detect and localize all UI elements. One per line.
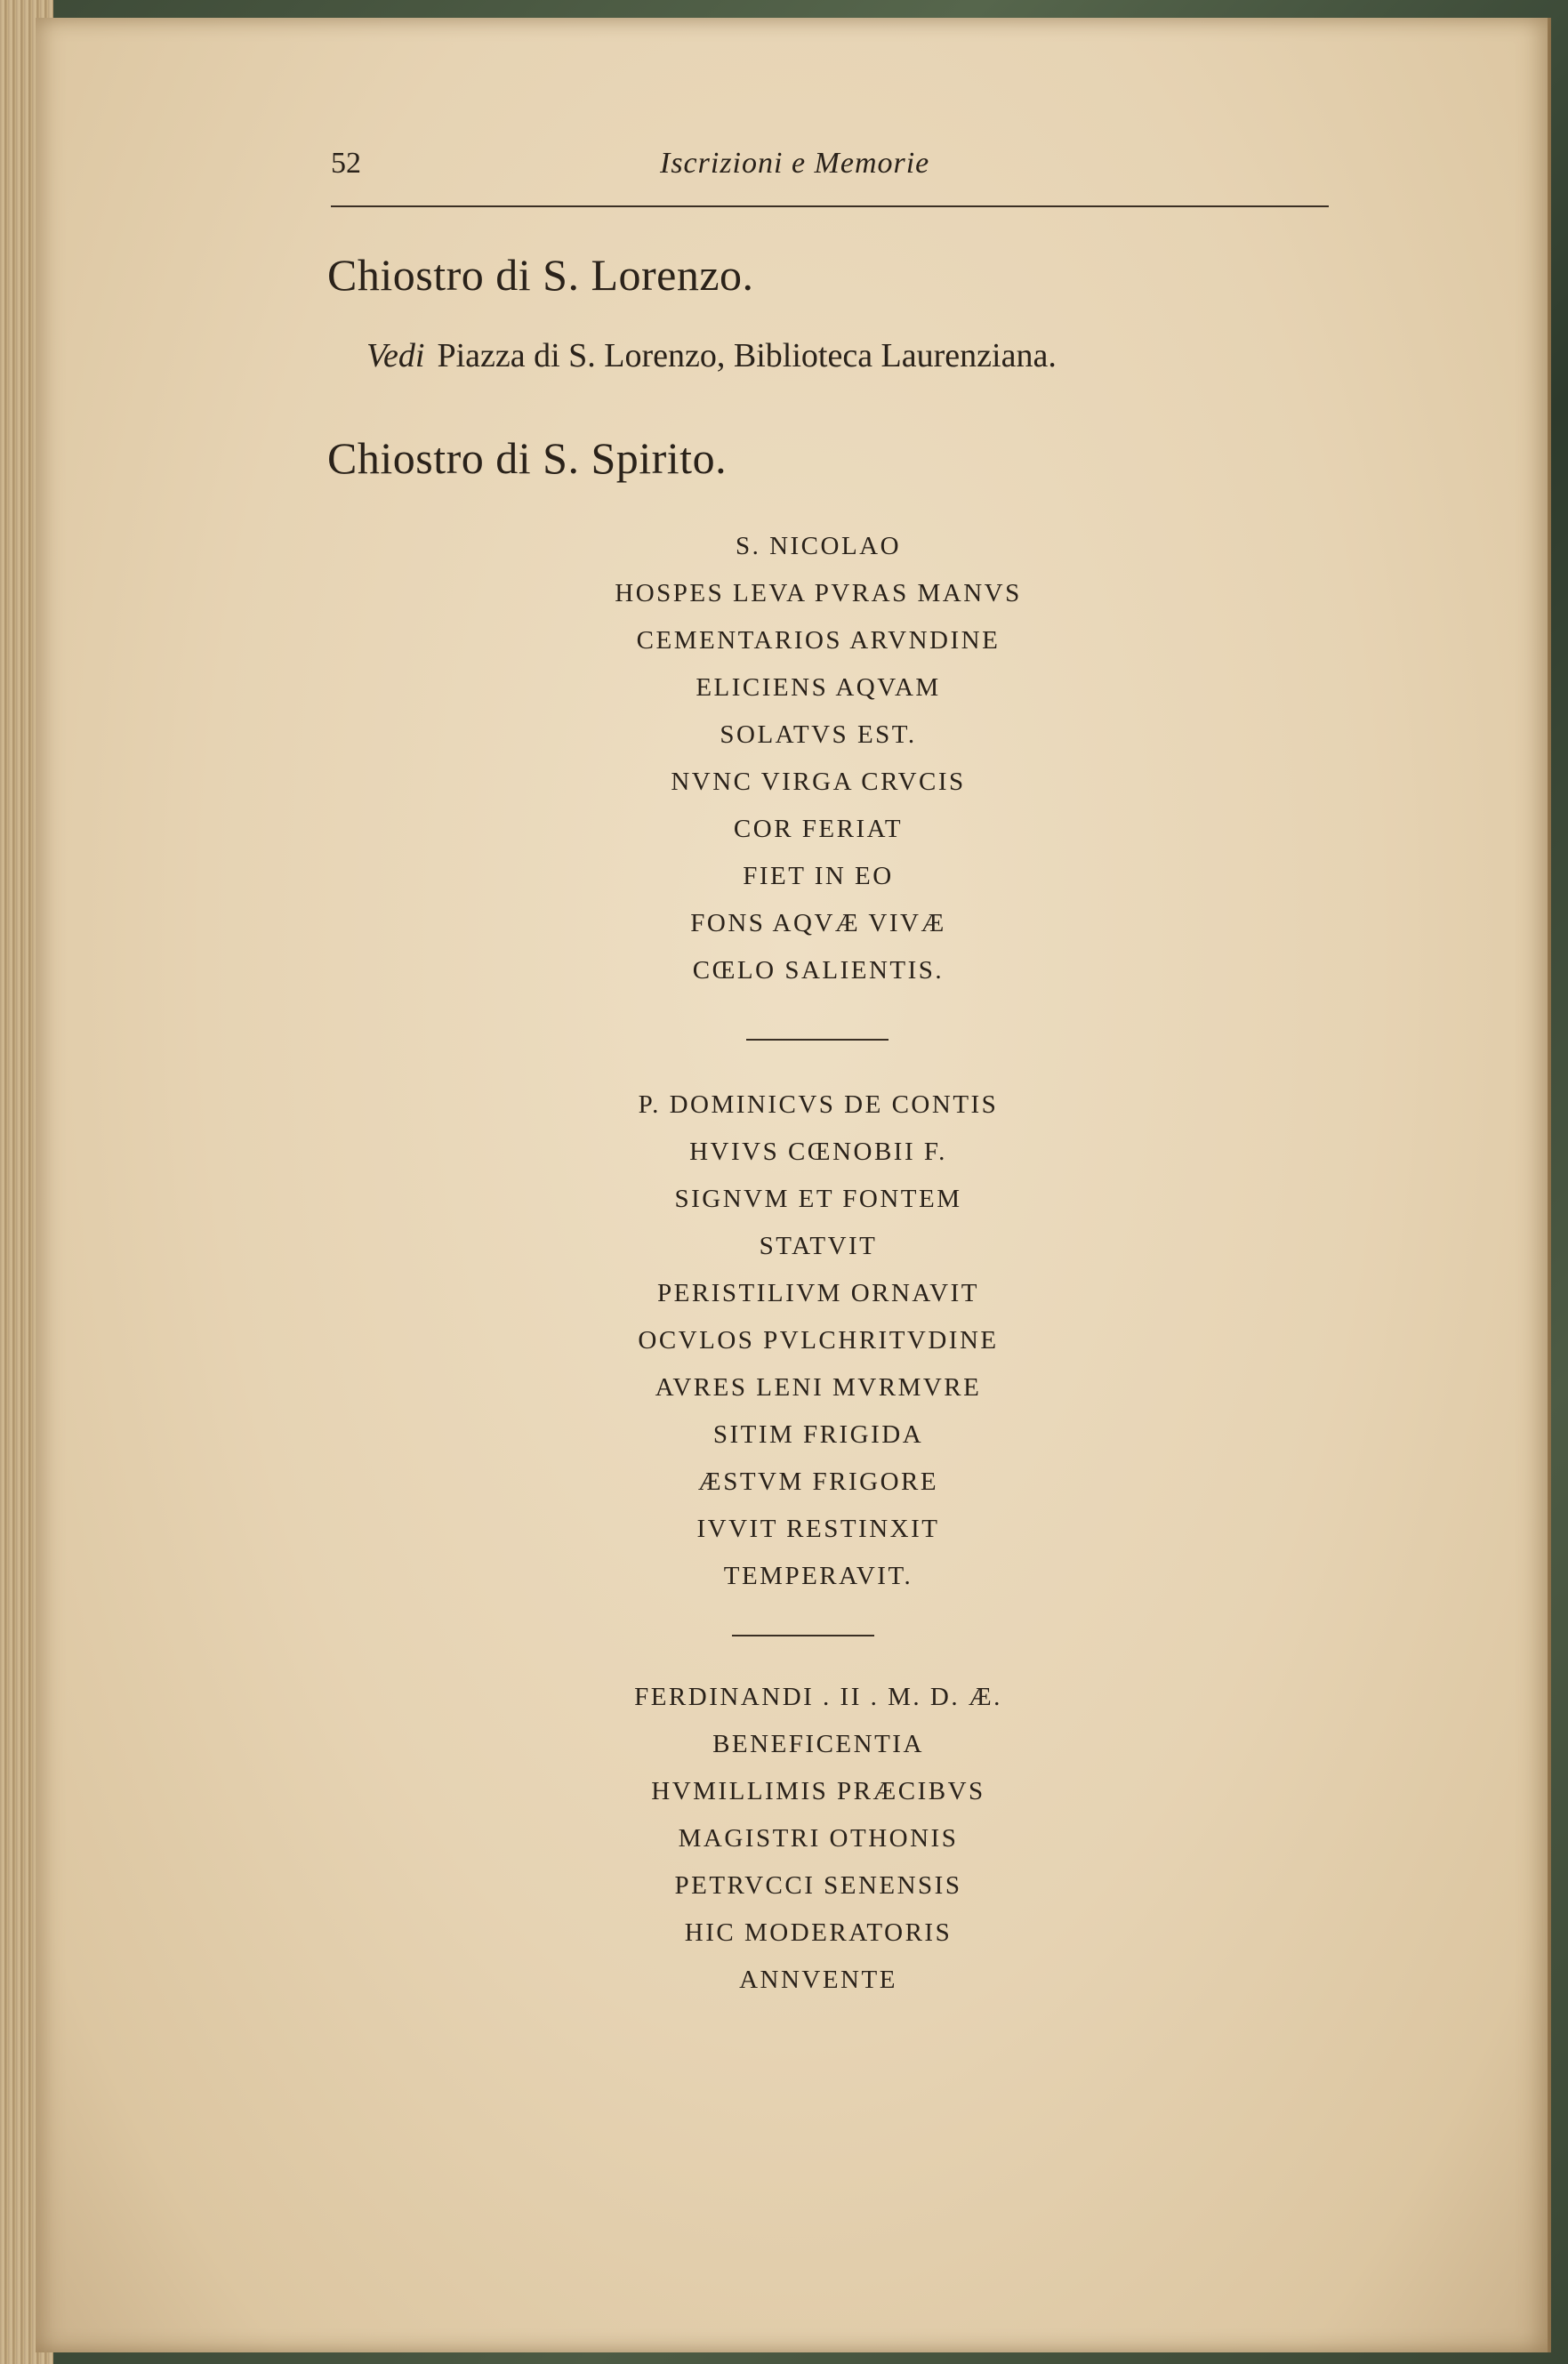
inscription-dominicus — [534, 1081, 1103, 1600]
cross-reference-prefix: Vedi — [366, 337, 425, 374]
inscription-nicolao — [534, 523, 1103, 994]
inscription-line: SIGNVM ET FONTEM — [674, 1185, 962, 1213]
inscription-line: OCVLOS PVLCHRITVDINE — [638, 1326, 999, 1355]
inscription-line: AVRES LENI MVRMVRE — [655, 1373, 982, 1402]
inscription-line: PERISTILIVM ORNAVIT — [657, 1279, 979, 1307]
inscription-line: FERDINANDI . II . M. D. Æ. — [634, 1683, 1002, 1711]
inscription-line: IVVIT RESTINXIT — [696, 1515, 940, 1543]
inscription-line: COR FERIAT — [733, 815, 904, 843]
inscription-line: SOLATVS EST. — [720, 720, 917, 749]
inscription-line: S. NICOLAO — [735, 532, 902, 560]
inscription-line: FIET IN EO — [743, 862, 894, 890]
inscription-line: TEMPERAVIT. — [723, 1562, 913, 1590]
inscription-line: MAGISTRI OTHONIS — [678, 1824, 959, 1853]
header-rule — [331, 205, 1329, 207]
inscription-line: FONS AQVÆ VIVÆ — [690, 909, 946, 937]
page-number: 52 — [331, 147, 361, 180]
running-title: Iscrizioni e Memorie — [660, 147, 930, 180]
inscription-line: STATVIT — [759, 1232, 878, 1260]
inscription-line: HVMILLIMIS PRÆCIBVS — [651, 1777, 985, 1805]
inscription-ferdinandi — [534, 1674, 1103, 2004]
inscription-line: HIC MODERATORIS — [684, 1918, 953, 1947]
inscription-line: ELICIENS AQVAM — [696, 673, 941, 702]
section-heading-lorenzo: Chiostro di S. Lorenzo. — [327, 250, 754, 300]
inscription-line: ÆSTVM FRIGORE — [697, 1467, 939, 1496]
inscription-line: CŒLO SALIENTIS. — [692, 956, 945, 985]
inscription-line: BENEFICENTIA — [712, 1730, 924, 1758]
running-head — [331, 147, 1329, 193]
inscription-line: SITIM FRIGIDA — [712, 1420, 924, 1449]
inscription-line: ANNVENTE — [739, 1966, 897, 1994]
inscription-line: CEMENTARIOS ARVNDINE — [636, 626, 1001, 655]
inscription-line: NVNC VIRGA CRVCIS — [671, 768, 966, 796]
inscription-line: P. DOMINICVS DE CONTIS — [638, 1090, 999, 1119]
cross-reference — [366, 336, 1057, 375]
section-divider — [732, 1635, 874, 1636]
inscription-line: HOSPES LEVA PVRAS MANVS — [615, 579, 1022, 607]
section-divider — [746, 1039, 889, 1041]
inscription-line: HVIVS CŒNOBII F. — [689, 1138, 947, 1166]
inscription-line: PETRVCCI SENENSIS — [674, 1871, 962, 1900]
section-heading-spirito: Chiostro di S. Spirito. — [327, 433, 728, 483]
cross-reference-text: Piazza di S. Lorenzo, Biblioteca Laurenziana. — [437, 337, 1057, 374]
